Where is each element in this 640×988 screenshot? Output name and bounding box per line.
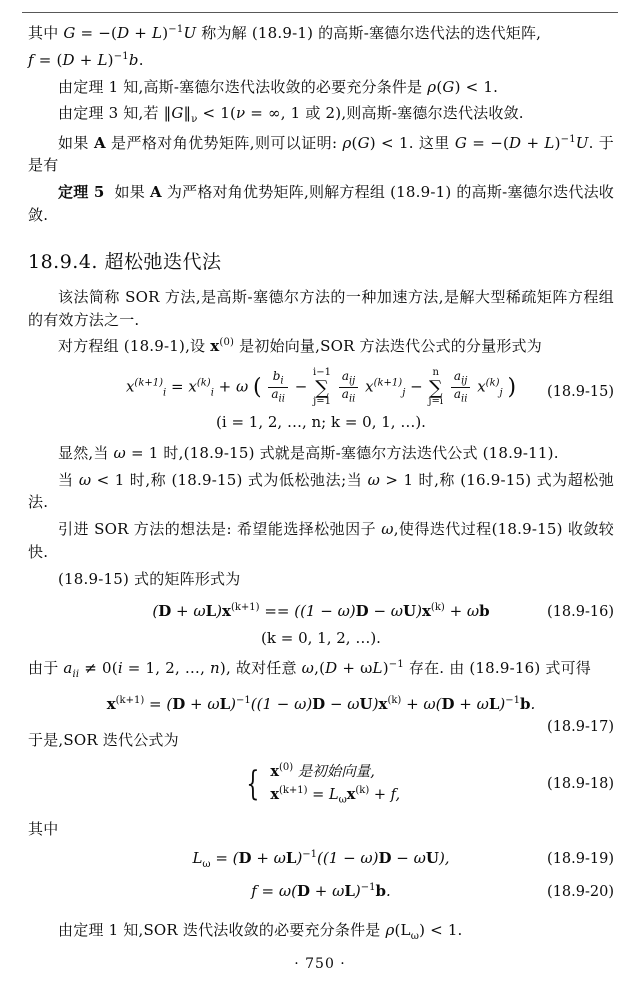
paragraph-9: 当 ω < 1 时,称 (18.9-15) 式为低松弛法;当 ω > 1 时,称 (16.9-15) 式为超松弛法. <box>28 470 615 512</box>
page-footer <box>0 956 640 972</box>
paragraph-12: 由于 $a_{ii} \ne 0(i = 1$, 2, …, n), 故对任意 $\omega,(D + \omega L)^{-1}$ 存在. 由 (18.9-16) 式可得 <box>28 659 592 681</box>
equation-18-9-19-body: $L_\omega = (D + \omega L)^{-1}((1 - \omega)D - \omega U)$, <box>192 849 450 871</box>
top-rule <box>22 12 618 13</box>
theorem-label: 定理 5 <box>58 183 105 202</box>
equation-number-18-9-19: (18.9-19) <box>547 851 614 868</box>
equation-number-18-9-20: (18.9-20) <box>547 884 614 901</box>
equation-18-9-17-body: $x^{(k+1)} = (D + \omega L)^{-1}((1 - \omega)D - \omega U)x^{(k)} + \omega(D + \omega L)^{-1}b$. <box>106 694 536 713</box>
section-heading: 18.9.4. 超松弛迭代法 <box>28 250 222 273</box>
paragraph-11: (18.9-15) 式的矩阵形式为 <box>58 569 241 588</box>
paragraph-3: 由定理 3 知,若 $‖G‖_\nu < 1(\nu$ = ∞, 1 或 2),则高斯-塞德尔迭代法收敛. <box>58 104 524 126</box>
paragraph-15: 由定理 1 知,SOR 迭代法收敛的必要充分条件是 $\rho(L_\omega) < 1$. <box>58 920 463 942</box>
paragraph-14: 其中 <box>28 820 59 839</box>
equation-18-9-15-body: $x^{(k+1)}_i = x^{(k)}_i + \omega$ ( $\frac{b_i}{a_{ii}}$ − i−1 ∑ j=1 $\frac{a_{ij}}{a_{ii}}$ $x^{(k+1)}_j - n$ ∑ j=i $\frac{a_{ij}}{a_{ii}}$ $x^{(k)}_j$ ) <box>125 367 517 407</box>
paragraph-6: 该法简称 SOR 方法,是高斯-塞德尔方法的一种加速方法,是解大型稀疏矩阵方程组的有效方法之一. <box>28 287 614 329</box>
paragraph-8: 显然,当 ω = 1 时,(18.9-15) 式就是高斯-塞德尔方法迭代公式 (18.9-11). <box>58 443 559 462</box>
equation-number-18-9-17: (18.9-17) <box>547 718 614 735</box>
equation-18-9-20 <box>28 880 614 903</box>
equation-number-18-9-18: (18.9-18) <box>547 775 614 792</box>
equation-18-9-16 <box>28 600 614 649</box>
equation-18-9-18 <box>28 760 614 809</box>
paragraph-4: 如果 A 是严格对角优势矩阵,则可以证明: ρ(G) < 1. 这里 $G = -(D + L)^{-1}U$. 于是有 <box>28 133 614 175</box>
equation-18-9-18-body: { $x^{(0)}$ 是初始向量, $x^{(k+1)} = L_\omega x^{(k)} + f$, <box>246 761 401 806</box>
page-number: · 750 · <box>294 956 346 972</box>
paragraph-1-line-1: 其中 $G = -(D + L)^{-1}U$ 称为解 (18.9-1) 的高斯-塞德尔迭代法的迭代矩阵, <box>28 24 542 42</box>
equation-18-9-20-body: $f = \omega(D + \omega L)^{-1}b$. <box>251 882 391 901</box>
theorem-5: 定理 5 如果 A 为严格对角优势矩阵,则解方程组 (18.9-1) 的高斯-塞德尔迭代法收敛. <box>28 183 614 224</box>
equation-number-18-9-15: (18.9-15) <box>547 384 614 401</box>
equation-18-9-15-condition: (i = 1, 2, …, n; k = 0, 1, …). <box>216 413 426 432</box>
paragraph-10: 引进 SOR 方法的想法是: 希望能选择松弛因子 ω,使得迭代过程(18.9-15) 收敛较快. <box>28 520 615 561</box>
paragraph-13: 于是,SOR 迭代公式为 <box>28 731 179 750</box>
equation-18-9-16-condition: (k = 0, 1, 2, …). <box>261 628 381 647</box>
paragraph-2: 由定理 1 知,高斯-塞德尔迭代法收敛的必要充分条件是 ρ(G) < 1. <box>58 77 499 96</box>
page-content <box>28 22 614 948</box>
equation-18-9-19 <box>28 847 614 872</box>
equation-18-9-15 <box>28 368 614 434</box>
paragraph-1-line-2: $f = (D + L)^{-1}b$. <box>28 50 144 69</box>
equation-18-9-17 <box>28 693 614 735</box>
equation-number-18-9-16: (18.9-16) <box>547 604 614 621</box>
equation-18-9-16-body: $(D + \omega L)x^{(k+1)} == ((1 - \omega)D - \omega U)x^{(k)} + \omega b$ <box>152 602 490 621</box>
paragraph-7: 对方程组 (18.9-1),设 $x^{(0)}$ 是初始向量,SOR 方法迭代公式的分量形式为 <box>58 337 542 356</box>
